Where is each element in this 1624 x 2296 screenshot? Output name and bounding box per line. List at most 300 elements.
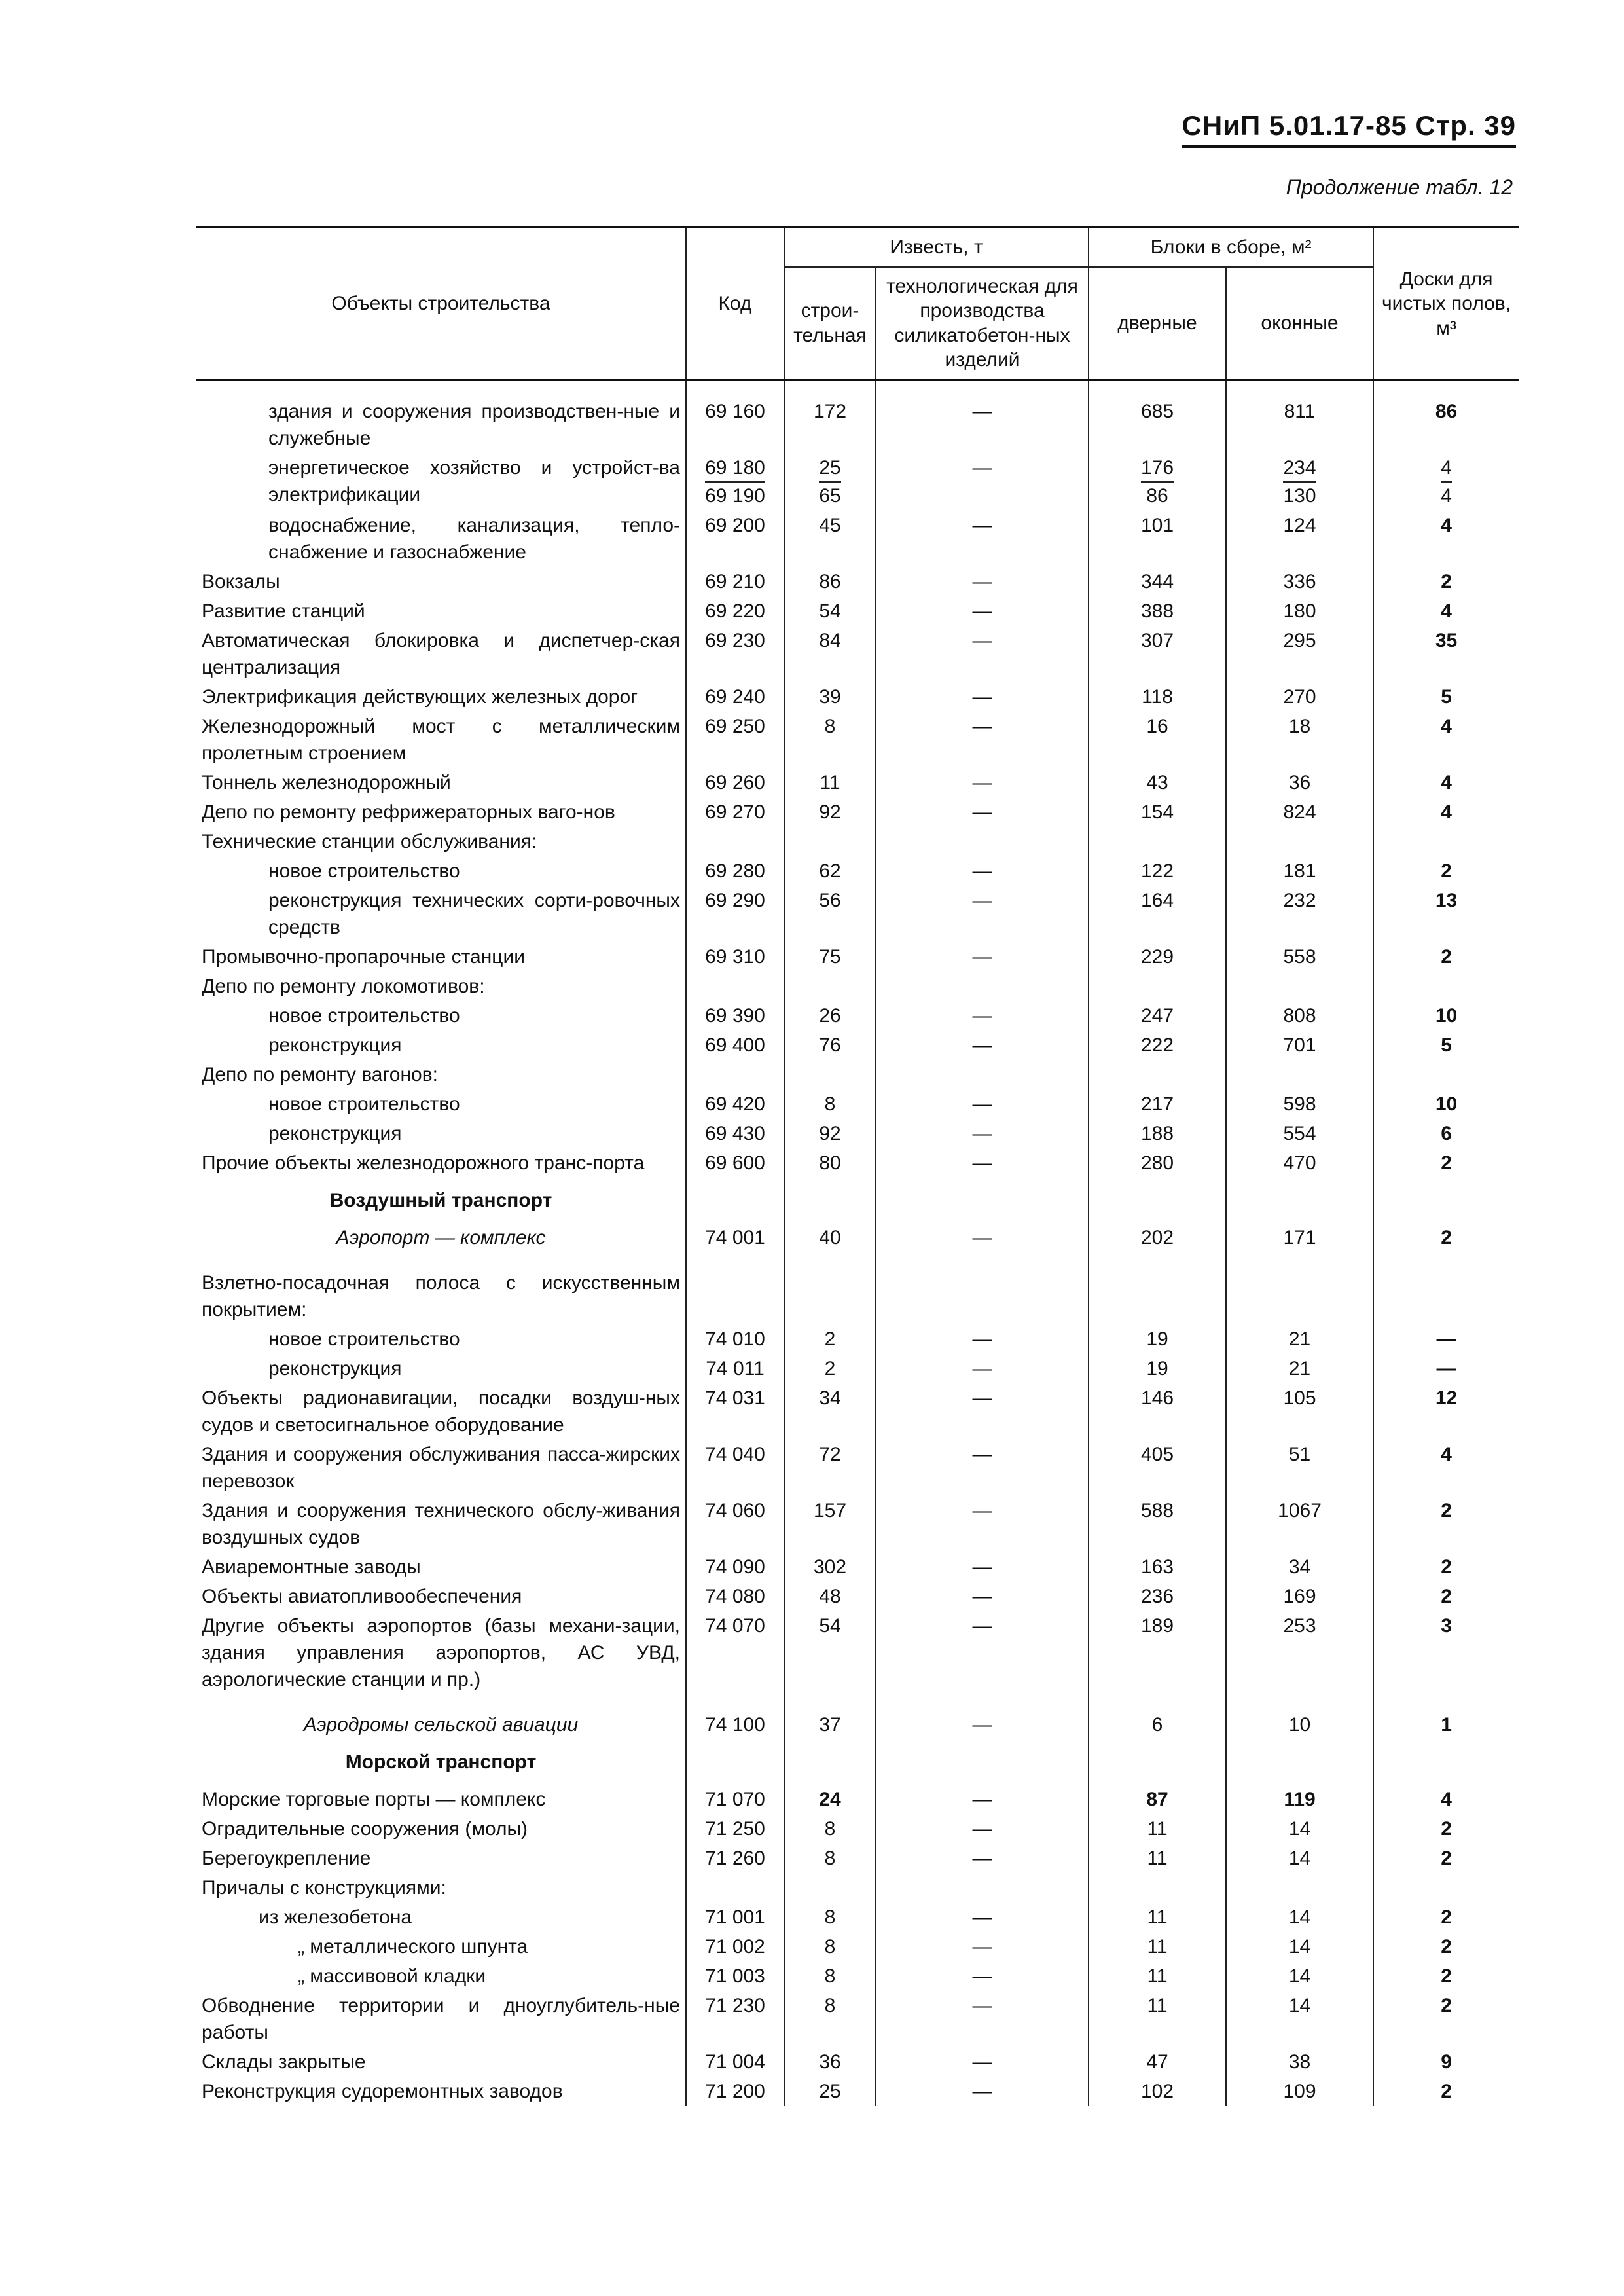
- door-blocks-cell: 11: [1089, 1814, 1226, 1844]
- boards-cell: 2: [1373, 942, 1519, 972]
- door-blocks-cell: 247: [1089, 1001, 1226, 1030]
- table-row: [196, 2077, 1519, 2106]
- lime-construction-cell: 54: [784, 596, 876, 626]
- header-boards: Доски для чистых полов, м³: [1373, 227, 1519, 380]
- window-blocks-cell: 232: [1226, 886, 1373, 942]
- spacer-cell: [686, 1252, 784, 1268]
- code-cell: 69 200: [686, 511, 784, 567]
- section-title: Воздушный транспорт: [329, 1189, 552, 1211]
- table-row: [196, 768, 1519, 797]
- boards-cell: 35: [1373, 626, 1519, 682]
- spacer-cell: [876, 380, 1089, 397]
- spacer-row: [196, 380, 1519, 397]
- lime-construction-cell: 34: [784, 1383, 876, 1440]
- lime-tech-cell: —: [876, 797, 1089, 827]
- lime-tech-cell: —: [876, 1119, 1089, 1148]
- object-name: Технические станции обслуживания:: [202, 830, 537, 852]
- door-blocks-cell: 189: [1089, 1611, 1226, 1694]
- spacer-cell: [876, 1252, 1089, 1268]
- lime-tech-cell: —: [876, 856, 1089, 886]
- door-blocks-cell: [1089, 1060, 1226, 1089]
- door-blocks-cell: 280: [1089, 1148, 1226, 1178]
- lime-tech-cell: —: [876, 596, 1089, 626]
- lime-tech-cell: —: [876, 886, 1089, 942]
- table-row: [196, 797, 1519, 827]
- lime-tech-cell: [876, 1873, 1089, 1903]
- window-blocks-cell: [1226, 1873, 1373, 1903]
- code-cell: 71 070: [686, 1785, 784, 1814]
- lime-tech-cell: —: [876, 567, 1089, 596]
- door-blocks-cell: 118: [1089, 682, 1226, 712]
- code-cell: 74 080: [686, 1582, 784, 1611]
- lime-construction-cell: 8: [784, 1932, 876, 1961]
- boards-cell: 6: [1373, 1119, 1519, 1148]
- lime-construction-cell: 302: [784, 1552, 876, 1582]
- door-blocks-cell: 19: [1089, 1324, 1226, 1354]
- object-name: Депо по ремонту локомотивов:: [202, 975, 485, 997]
- door-blocks-cell: 146: [1089, 1383, 1226, 1440]
- boards-cell: 5: [1373, 1030, 1519, 1060]
- lime-construction-cell: 8: [784, 1844, 876, 1873]
- object-name: Авиаремонтные заводы: [202, 1556, 421, 1578]
- object-name: Здания и сооружения технического обслу-живания воздушных судов: [202, 1499, 680, 1548]
- code-cell: [686, 453, 784, 511]
- boards-cell: 1: [1373, 1710, 1519, 1740]
- window-blocks-cell: [1226, 453, 1373, 511]
- object-name: Железнодорожный мост с металлическим пролетным строением: [202, 715, 680, 764]
- code-cell: 71 001: [686, 1903, 784, 1932]
- object-name: реконструкция: [268, 1122, 402, 1144]
- lime-construction-cell: 72: [784, 1440, 876, 1496]
- door-blocks-cell: [1089, 1873, 1226, 1903]
- table-row: [196, 1148, 1519, 1178]
- lime-tech-cell: —: [876, 1844, 1089, 1873]
- table-row: [196, 827, 1519, 856]
- spacer-cell: [1373, 380, 1519, 397]
- boards-cell: 4: [1373, 511, 1519, 567]
- boards-cell: 2: [1373, 1903, 1519, 1932]
- table-continuation-note: Продолжение табл. 12: [1286, 175, 1513, 199]
- window-blocks-cell-top: 234: [1283, 454, 1316, 483]
- code-cell: 69 260: [686, 768, 784, 797]
- header-lime-tech: технологическая для производства силикатобетон-ных изделий: [876, 267, 1089, 380]
- lime-construction-cell: 48: [784, 1582, 876, 1611]
- object-name: Другие объекты аэропортов (базы механи-зации, здания управления аэропортов, АС УВД, аэрологические станции и пр.): [202, 1614, 680, 1690]
- boards-cell: 4: [1373, 1785, 1519, 1814]
- door-blocks-cell: 229: [1089, 942, 1226, 972]
- boards-cell: 2: [1373, 1552, 1519, 1582]
- table-row: [196, 1030, 1519, 1060]
- code-cell: 69 230: [686, 626, 784, 682]
- lime-tech-cell: —: [876, 1932, 1089, 1961]
- boards-cell: 86: [1373, 397, 1519, 453]
- code-cell: 71 200: [686, 2077, 784, 2106]
- lime-tech-cell: —: [876, 1785, 1089, 1814]
- window-blocks-cell: 14: [1226, 1932, 1373, 1961]
- window-blocks-cell: 34: [1226, 1552, 1373, 1582]
- table-row: [196, 1119, 1519, 1148]
- table-row: [196, 682, 1519, 712]
- lime-construction-cell: 40: [784, 1223, 876, 1252]
- table-row: [196, 2047, 1519, 2077]
- data-table: [196, 226, 1519, 2106]
- window-blocks-cell: 21: [1226, 1324, 1373, 1354]
- spacer-cell: [1089, 1694, 1226, 1710]
- door-blocks-cell: 11: [1089, 1991, 1226, 2047]
- door-blocks-cell: [1089, 972, 1226, 1001]
- door-blocks-cell: 16: [1089, 712, 1226, 768]
- object-name: Развитие станций: [202, 600, 365, 622]
- lime-construction-cell: 92: [784, 797, 876, 827]
- lime-construction-cell: 8: [784, 712, 876, 768]
- window-blocks-cell: 105: [1226, 1383, 1373, 1440]
- section-row: [196, 1178, 1519, 1223]
- object-name: новое строительство: [268, 1004, 460, 1027]
- door-blocks-cell: 102: [1089, 2077, 1226, 2106]
- boards-cell: 5: [1373, 682, 1519, 712]
- door-blocks-cell: 188: [1089, 1119, 1226, 1148]
- table-row: [196, 1001, 1519, 1030]
- lime-construction-cell: 11: [784, 768, 876, 797]
- window-blocks-cell: 701: [1226, 1030, 1373, 1060]
- empty-cell: [1226, 1178, 1373, 1223]
- boards-cell: 2: [1373, 1814, 1519, 1844]
- spacer-row: [196, 1252, 1519, 1268]
- object-name: Объекты авиатопливообеспечения: [202, 1585, 522, 1607]
- lime-construction-cell: 8: [784, 1814, 876, 1844]
- lime-tech-cell: —: [876, 1710, 1089, 1740]
- window-blocks-cell: 51: [1226, 1440, 1373, 1496]
- object-name: „ металлического шпунта: [298, 1935, 528, 1958]
- header-lime: Известь, т: [784, 227, 1089, 267]
- object-name: Обводнение территории и дноуглубитель-ные работы: [202, 1994, 680, 2043]
- page-header: СНиП 5.01.17-85 Стр. 39: [1182, 110, 1516, 148]
- lime-tech-cell: [876, 827, 1089, 856]
- lime-construction-cell: 8: [784, 1991, 876, 2047]
- table-row: [196, 886, 1519, 942]
- header-objects: Объекты строительства: [196, 227, 686, 380]
- spacer-cell: [196, 1694, 686, 1710]
- table-row: [196, 511, 1519, 567]
- object-name: Тоннель железнодорожный: [202, 771, 451, 793]
- lime-construction-cell: 8: [784, 1961, 876, 1991]
- object-name: Прочие объекты железнодорожного транс-порта: [202, 1152, 645, 1174]
- boards-cell: 2: [1373, 856, 1519, 886]
- lime-tech-cell: —: [876, 453, 1089, 511]
- code-cell: 69 400: [686, 1030, 784, 1060]
- object-name: энергетическое хозяйство и устройст-ва электрификации: [268, 456, 680, 505]
- lime-construction-cell: 56: [784, 886, 876, 942]
- table-row: [196, 856, 1519, 886]
- door-blocks-cell: 388: [1089, 596, 1226, 626]
- code-cell: 74 031: [686, 1383, 784, 1440]
- window-blocks-cell: 18: [1226, 712, 1373, 768]
- window-blocks-cell: 558: [1226, 942, 1373, 972]
- code-cell: 74 060: [686, 1496, 784, 1552]
- lime-tech-cell: —: [876, 1611, 1089, 1694]
- empty-cell: [686, 1178, 784, 1223]
- code-cell: 69 290: [686, 886, 784, 942]
- table-row: [196, 1991, 1519, 2047]
- lime-construction-cell: 92: [784, 1119, 876, 1148]
- table-row: [196, 942, 1519, 972]
- boards-cell: 2: [1373, 1582, 1519, 1611]
- code-cell: 71 260: [686, 1844, 784, 1873]
- door-blocks-cell-top: 176: [1141, 454, 1174, 483]
- window-blocks-cell: 14: [1226, 1903, 1373, 1932]
- object-name: новое строительство: [268, 1093, 460, 1115]
- table-row: [196, 712, 1519, 768]
- spacer-cell: [196, 1252, 686, 1268]
- boards-cell: 4: [1373, 797, 1519, 827]
- window-blocks-cell: 14: [1226, 1844, 1373, 1873]
- object-name: здания и сооружения производствен-ные и служебные: [268, 400, 680, 449]
- lime-construction-cell: 25: [784, 2077, 876, 2106]
- lime-tech-cell: [876, 1268, 1089, 1324]
- lime-construction-cell: [784, 827, 876, 856]
- lime-construction-cell: 37: [784, 1710, 876, 1740]
- boards-cell: 9: [1373, 2047, 1519, 2077]
- code-cell: 69 270: [686, 797, 784, 827]
- code-cell: 74 040: [686, 1440, 784, 1496]
- spacer-cell: [1226, 1694, 1373, 1710]
- window-blocks-cell: 554: [1226, 1119, 1373, 1148]
- spacer-cell: [784, 1694, 876, 1710]
- boards-cell: [1373, 1268, 1519, 1324]
- lime-construction-cell: [784, 453, 876, 511]
- door-blocks-cell: 6: [1089, 1710, 1226, 1740]
- table-row: [196, 1873, 1519, 1903]
- table-row: [196, 1785, 1519, 1814]
- code-cell-fraction: [705, 454, 765, 509]
- window-blocks-cell: 270: [1226, 682, 1373, 712]
- door-blocks-cell: [1089, 453, 1226, 511]
- object-name: Объекты радионавигации, посадки воздуш-ных судов и светосигнальное оборудование: [202, 1387, 680, 1436]
- boards-cell: —: [1373, 1354, 1519, 1383]
- boards-cell: 2: [1373, 1991, 1519, 2047]
- code-cell: 74 090: [686, 1552, 784, 1582]
- object-name: Промывочно-пропарочные станции: [202, 945, 526, 968]
- code-cell: 71 004: [686, 2047, 784, 2077]
- lime-tech-cell: —: [876, 511, 1089, 567]
- lime-construction-cell-bottom: 65: [819, 484, 841, 507]
- lime-tech-cell: —: [876, 2047, 1089, 2077]
- code-cell: 69 280: [686, 856, 784, 886]
- boards-cell: [1373, 827, 1519, 856]
- window-blocks-cell: 811: [1226, 397, 1373, 453]
- empty-cell: [686, 1740, 784, 1785]
- lime-tech-cell: —: [876, 1089, 1089, 1119]
- door-blocks-cell: 164: [1089, 886, 1226, 942]
- window-blocks-cell: 808: [1226, 1001, 1373, 1030]
- spacer-cell: [784, 380, 876, 397]
- lime-tech-cell: —: [876, 1582, 1089, 1611]
- object-name: Морские торговые порты — комплекс: [202, 1788, 546, 1810]
- section-row: [196, 1740, 1519, 1785]
- window-blocks-cell: 38: [1226, 2047, 1373, 2077]
- spacer-cell: [1373, 1252, 1519, 1268]
- object-name: из железобетона: [259, 1906, 412, 1928]
- window-blocks-cell: 119: [1226, 1785, 1373, 1814]
- window-blocks-cell: [1226, 827, 1373, 856]
- lime-tech-cell: —: [876, 1961, 1089, 1991]
- lime-tech-cell: —: [876, 712, 1089, 768]
- object-name: реконструкция технических сорти-ровочных средств: [268, 889, 680, 938]
- lime-construction-cell: 8: [784, 1903, 876, 1932]
- boards-cell: 4: [1373, 768, 1519, 797]
- code-cell-bottom: 69 190: [705, 484, 765, 507]
- header-lime-construction: строи-тельная: [784, 267, 876, 380]
- empty-cell: [1373, 1740, 1519, 1785]
- boards-cell: 2: [1373, 1932, 1519, 1961]
- code-cell: [686, 972, 784, 1001]
- header-code: Код: [686, 227, 784, 380]
- code-cell: 69 160: [686, 397, 784, 453]
- lime-construction-cell: 8: [784, 1089, 876, 1119]
- boards-cell: 3: [1373, 1611, 1519, 1694]
- lime-construction-cell: 76: [784, 1030, 876, 1060]
- door-blocks-cell-fraction: [1141, 454, 1174, 509]
- window-blocks-cell: 180: [1226, 596, 1373, 626]
- table-row: [196, 1383, 1519, 1440]
- table-row: [196, 453, 1519, 511]
- lime-tech-cell: —: [876, 1324, 1089, 1354]
- lime-tech-cell: —: [876, 1903, 1089, 1932]
- boards-cell: 4: [1373, 712, 1519, 768]
- window-blocks-cell: 14: [1226, 1814, 1373, 1844]
- lime-construction-cell: 26: [784, 1001, 876, 1030]
- boards-cell: [1373, 453, 1519, 511]
- code-cell: [686, 1268, 784, 1324]
- object-name: реконструкция: [268, 1357, 402, 1379]
- lime-tech-cell: —: [876, 1440, 1089, 1496]
- lime-tech-cell: —: [876, 768, 1089, 797]
- lime-construction-cell: 54: [784, 1611, 876, 1694]
- door-blocks-cell: 122: [1089, 856, 1226, 886]
- lime-construction-cell: 84: [784, 626, 876, 682]
- code-cell: 69 220: [686, 596, 784, 626]
- lime-construction-cell-fraction: [819, 454, 840, 509]
- lime-tech-cell: [876, 972, 1089, 1001]
- object-name: Электрификация действующих железных дорог: [202, 685, 638, 708]
- door-blocks-cell: 19: [1089, 1354, 1226, 1383]
- table-row: [196, 626, 1519, 682]
- door-blocks-cell: [1089, 1268, 1226, 1324]
- lime-construction-cell: 24: [784, 1785, 876, 1814]
- door-blocks-cell: 236: [1089, 1582, 1226, 1611]
- lime-construction-cell: 62: [784, 856, 876, 886]
- door-blocks-cell: 11: [1089, 1844, 1226, 1873]
- door-blocks-cell: 47: [1089, 2047, 1226, 2077]
- code-cell: [686, 1060, 784, 1089]
- lime-tech-cell: —: [876, 1552, 1089, 1582]
- window-blocks-cell: 109: [1226, 2077, 1373, 2106]
- door-blocks-cell: [1089, 827, 1226, 856]
- lime-construction-cell: 75: [784, 942, 876, 972]
- table-row: [196, 1324, 1519, 1354]
- object-name: Оградительные сооружения (молы): [202, 1817, 528, 1840]
- table-row: [196, 1814, 1519, 1844]
- lime-tech-cell: —: [876, 1496, 1089, 1552]
- object-name: новое строительство: [268, 1328, 460, 1350]
- empty-cell: [1089, 1740, 1226, 1785]
- table-body: [196, 380, 1519, 2106]
- boards-cell: —: [1373, 1324, 1519, 1354]
- boards-cell: 2: [1373, 1496, 1519, 1552]
- table-row: [196, 1268, 1519, 1324]
- lime-tech-cell: —: [876, 682, 1089, 712]
- object-name: водоснабжение, канализация, тепло-снабжение и газоснабжение: [268, 514, 680, 563]
- door-blocks-cell: 154: [1089, 797, 1226, 827]
- section-title: Морской транспорт: [345, 1751, 537, 1773]
- spacer-cell: [686, 1694, 784, 1710]
- window-blocks-cell: 14: [1226, 1961, 1373, 1991]
- table-row: [196, 1611, 1519, 1694]
- empty-cell: [876, 1178, 1089, 1223]
- object-name: новое строительство: [268, 860, 460, 882]
- door-blocks-cell: 588: [1089, 1496, 1226, 1552]
- code-cell: 71 003: [686, 1961, 784, 1991]
- table-row: [196, 1582, 1519, 1611]
- code-cell: [686, 1873, 784, 1903]
- window-blocks-cell: 181: [1226, 856, 1373, 886]
- boards-cell: 2: [1373, 1223, 1519, 1252]
- code-cell: [686, 827, 784, 856]
- table-row: [196, 1089, 1519, 1119]
- boards-cell: 2: [1373, 2077, 1519, 2106]
- object-name: Автоматическая блокировка и диспетчер-ская централизация: [202, 629, 680, 678]
- window-blocks-cell: 295: [1226, 626, 1373, 682]
- lime-tech-cell: —: [876, 1991, 1089, 2047]
- door-blocks-cell: 344: [1089, 567, 1226, 596]
- boards-cell: 4: [1373, 596, 1519, 626]
- boards-cell: [1373, 1060, 1519, 1089]
- spacer-cell: [1226, 1252, 1373, 1268]
- header-blocks-door: дверные: [1089, 267, 1226, 380]
- code-cell: 74 100: [686, 1710, 784, 1740]
- window-blocks-cell: [1226, 1268, 1373, 1324]
- window-blocks-cell: 336: [1226, 567, 1373, 596]
- door-blocks-cell: 405: [1089, 1440, 1226, 1496]
- window-blocks-cell: [1226, 972, 1373, 1001]
- boards-cell-top: 4: [1441, 454, 1452, 483]
- window-blocks-cell: 169: [1226, 1582, 1373, 1611]
- table-row: [196, 1060, 1519, 1089]
- empty-cell: [876, 1740, 1089, 1785]
- empty-cell: [1373, 1178, 1519, 1223]
- window-blocks-cell: 14: [1226, 1991, 1373, 2047]
- window-blocks-cell: 598: [1226, 1089, 1373, 1119]
- lime-construction-cell: 2: [784, 1324, 876, 1354]
- object-name: Склады закрытые: [202, 2050, 366, 2073]
- code-cell: 69 210: [686, 567, 784, 596]
- lime-tech-cell: —: [876, 1030, 1089, 1060]
- table-row: [196, 1903, 1519, 1932]
- door-blocks-cell: 307: [1089, 626, 1226, 682]
- door-blocks-cell: 163: [1089, 1552, 1226, 1582]
- code-cell: 69 310: [686, 942, 784, 972]
- code-cell: 74 010: [686, 1324, 784, 1354]
- empty-cell: [1089, 1178, 1226, 1223]
- header-blocks-window: оконные: [1226, 267, 1373, 380]
- code-cell: 69 430: [686, 1119, 784, 1148]
- boards-cell: 2: [1373, 1148, 1519, 1178]
- door-blocks-cell: 217: [1089, 1089, 1226, 1119]
- object-name: Вокзалы: [202, 570, 280, 592]
- table-row: [196, 567, 1519, 596]
- object-name: реконструкция: [268, 1034, 402, 1056]
- boards-cell: 2: [1373, 1844, 1519, 1873]
